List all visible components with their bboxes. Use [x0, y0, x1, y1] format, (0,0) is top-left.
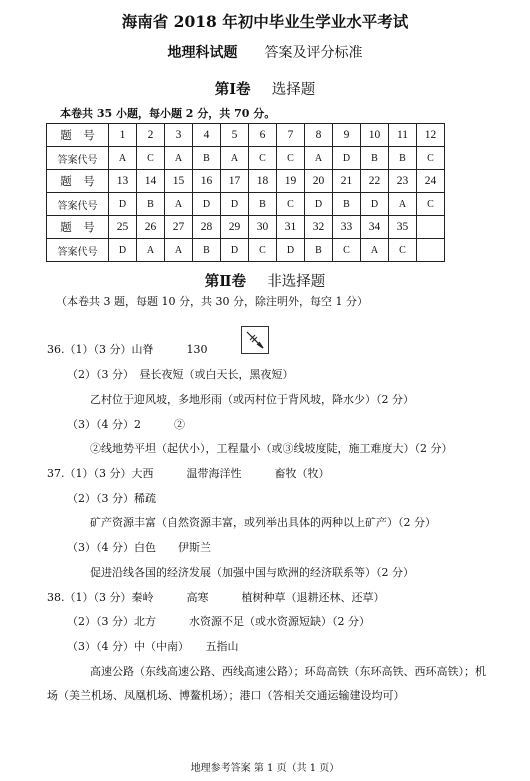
table-cell: D: [361, 193, 389, 216]
table-cell: D: [305, 193, 333, 216]
table-cell: 19: [277, 170, 305, 193]
table-cell: 31: [277, 216, 305, 239]
part1-heading-title: 选择题: [271, 82, 316, 98]
table-cell: 33: [333, 216, 361, 239]
page-footer: 地理参考答案 第 1 页（共 1 页）: [190, 763, 340, 774]
table-cell: 8: [305, 124, 333, 147]
table-cell: 29: [221, 216, 249, 239]
table-cell: D: [221, 239, 249, 262]
table-row-answers: [47, 239, 445, 262]
table-cell: 27: [165, 216, 193, 239]
q37-3: （3）（4 分）白色 伊斯兰: [67, 541, 211, 554]
document-title: 海南省 2018 年初中毕业生学业水平考试: [121, 12, 409, 31]
document-subtitle: [0, 42, 530, 62]
table-row-question-numbers: [47, 216, 445, 239]
table-cell: 1: [109, 124, 137, 147]
q37-1: 37.（1）（3 分）大西 温带海洋性 畜牧（牧）: [47, 467, 330, 480]
q38-2: （2）（3 分）北方 水资源不足（或水资源短缺）（2 分）: [67, 615, 370, 628]
table-cell: A: [389, 193, 417, 216]
row-header-cell: 答案代号: [47, 147, 109, 170]
q37-2: （2）（3 分）稀疏: [67, 492, 156, 505]
table-cell: B: [137, 193, 165, 216]
table-cell: C: [277, 193, 305, 216]
table-cell: 15: [165, 170, 193, 193]
table-cell: 3: [165, 124, 193, 147]
table-cell: B: [193, 147, 221, 170]
table-cell: 9: [333, 124, 361, 147]
table-cell: 16: [193, 170, 221, 193]
table-cell: 23: [389, 170, 417, 193]
table-cell: 14: [137, 170, 165, 193]
table-cell: 21: [333, 170, 361, 193]
row-header-cell: 题 号: [47, 216, 109, 239]
table-row-question-numbers: [47, 170, 445, 193]
table-cell: B: [361, 147, 389, 170]
table-cell: D: [109, 193, 137, 216]
table-cell: 30: [249, 216, 277, 239]
table-cell: 11: [389, 124, 417, 147]
table-cell: A: [165, 239, 193, 262]
part1-heading: [0, 78, 530, 99]
table-cell: C: [333, 239, 361, 262]
table-cell: A: [109, 147, 137, 170]
table-cell: 7: [277, 124, 305, 147]
table-cell: B: [305, 239, 333, 262]
row-header-cell: 题 号: [47, 124, 109, 147]
q37-2-note: 矿产资源丰富（自然资源丰富，或列举出具体的两种以上矿产）（2 分）: [90, 516, 436, 529]
table-cell: B: [249, 193, 277, 216]
table-cell: 20: [305, 170, 333, 193]
table-cell: 18: [249, 170, 277, 193]
row-header-cell: 题 号: [47, 170, 109, 193]
table-cell: 5: [221, 124, 249, 147]
q38-1: 38.（1）（3 分）秦岭 高寒 植树种草（退耕还林、还草）: [47, 591, 385, 604]
q38-3-note-line2: 场（美兰机场、凤凰机场、博鳌机场）；港口（答相关交通运输建设均可）: [47, 689, 405, 702]
table-cell: C: [249, 147, 277, 170]
part1-note: 本卷共 35 小题，每小题 2 分，共 70 分。: [60, 107, 276, 120]
table-row-question-numbers: [47, 124, 445, 147]
table-cell: 2: [137, 124, 165, 147]
q36-2: （2）（3 分） 昼长夜短（或白天长，黑夜短）: [67, 368, 294, 381]
table-cell: B: [193, 239, 221, 262]
table-cell: 32: [305, 216, 333, 239]
part2-heading-label: 第Ⅱ卷: [204, 273, 246, 290]
table-cell: A: [165, 193, 193, 216]
table-cell: D: [333, 147, 361, 170]
table-cell: 4: [193, 124, 221, 147]
table-cell: A: [137, 239, 165, 262]
part1-heading-label: 第Ⅰ卷: [214, 81, 251, 98]
subtitle-subject: 地理科试题: [167, 45, 238, 61]
table-row-answers: [47, 147, 445, 170]
table-cell: 34: [361, 216, 389, 239]
subtitle-description: 答案及评分标准: [264, 45, 363, 61]
table-cell: C: [249, 239, 277, 262]
table-cell: 12: [417, 124, 445, 147]
table-cell: 6: [249, 124, 277, 147]
table-cell: D: [193, 193, 221, 216]
table-cell: 25: [109, 216, 137, 239]
table-cell: C: [389, 239, 417, 262]
table-cell: 13: [109, 170, 137, 193]
table-cell: A: [165, 147, 193, 170]
answer-table: [46, 123, 445, 262]
table-cell: [417, 216, 445, 239]
table-cell: 17: [221, 170, 249, 193]
table-cell: C: [417, 147, 445, 170]
part2-heading: [0, 270, 530, 291]
q38-3: （3）（4 分）中（中南） 五指山: [67, 640, 239, 653]
q36-3-note: ②线地势平坦（起伏小），工程量小（或③线坡度陡，施工难度大）（2 分）: [90, 442, 453, 455]
table-cell: 26: [137, 216, 165, 239]
row-header-cell: 答案代号: [47, 239, 109, 262]
table-cell: A: [221, 147, 249, 170]
table-cell: 24: [417, 170, 445, 193]
part2-heading-title: 非选择题: [267, 274, 326, 290]
q38-3-note-line1: 高速公路（东线高速公路、西线高速公路）；环岛高铁（东环高铁、西环高铁）；机: [90, 665, 486, 678]
table-cell: B: [333, 193, 361, 216]
table-row-answers: [47, 193, 445, 216]
q36-1: 36.（1）（3 分）山脊 130: [47, 343, 208, 356]
table-cell: C: [137, 147, 165, 170]
table-cell: 22: [361, 170, 389, 193]
table-cell: A: [305, 147, 333, 170]
row-header-cell: 答案代号: [47, 193, 109, 216]
table-cell: 35: [389, 216, 417, 239]
table-cell: 28: [193, 216, 221, 239]
q36-3: （3）（4 分）2 ②: [67, 418, 185, 431]
table-cell: C: [277, 147, 305, 170]
table-cell: D: [221, 193, 249, 216]
table-cell: 10: [361, 124, 389, 147]
compass-icon: [241, 326, 269, 354]
table-cell: D: [109, 239, 137, 262]
table-cell: D: [277, 239, 305, 262]
table-cell: B: [389, 147, 417, 170]
table-cell: C: [417, 193, 445, 216]
q36-2-note: 乙村位于迎风坡，多地形雨（或丙村位于背风坡，降水少）（2 分）: [90, 393, 414, 406]
q37-3-note: 促进沿线各国的经济发展（加强中国与欧洲的经济联系等）（2 分）: [90, 566, 414, 579]
table-cell: A: [361, 239, 389, 262]
part2-note: （本卷共 3 题，每题 10 分，共 30 分，除注明外，每空 1 分）: [56, 295, 368, 308]
table-cell: [417, 239, 445, 262]
